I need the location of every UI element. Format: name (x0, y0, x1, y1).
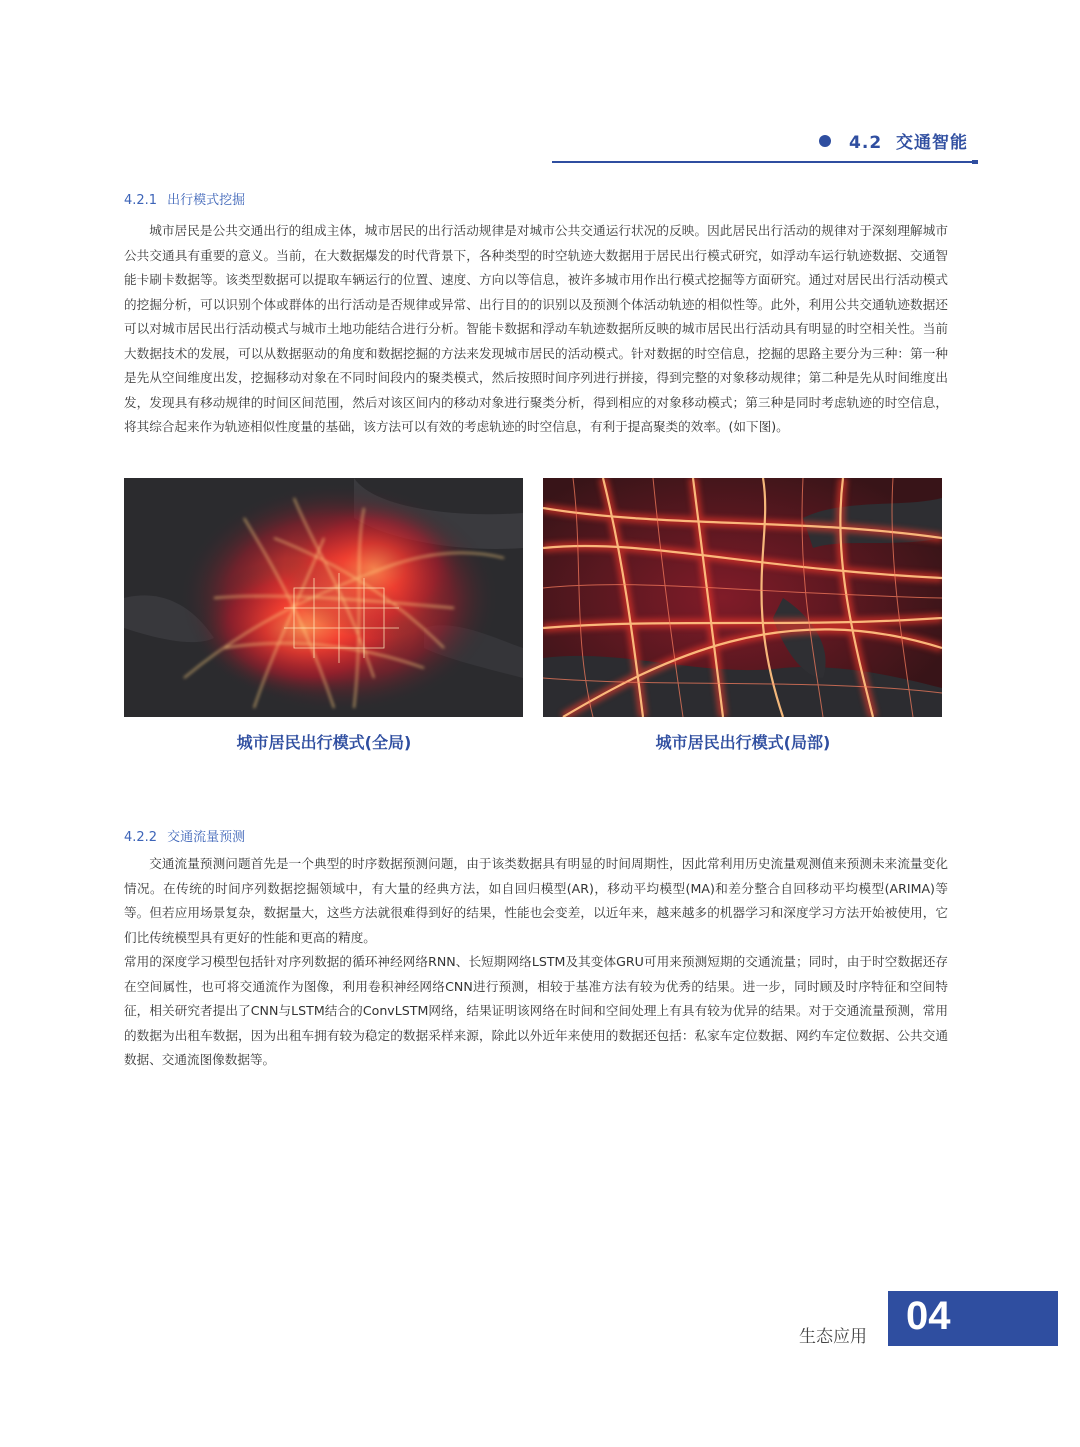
footer-chapter-label: 生态应用 (799, 1327, 867, 1347)
figure-caption-local: 城市居民出行模式(局部) (655, 733, 831, 752)
figure-heatmap-global (124, 478, 523, 717)
section1-paragraph: 城市居民是公共交通出行的组成主体，城市居民的出行活动规律是对城市公共交通运行状况的反映。因此居民出行活动的规律对于深刻理解城市公共交通具有重要的意义。当前，在大数据爆发的时代背景下，各种类型的时空轨迹大数据用于居民出行模式研究，如浮动车运行轨迹数据、交通智能卡刷卡数据等。该类型数据可以提取车辆运行的位置、速度、方向以等信息，被许多城市用作出行模式挖掘等方面研究。通过对居民出行活动模式的挖掘分析，可以识别个体或群体的出行活动是否规律或异常、出行目的的识别以及预测个体活动轨迹的相似性等。此外，利用公共交通轨迹数据还可以对城市居民出行活动模式与城市土地功能结合进行分析。智能卡数据和浮动车轨迹数据所反映的城市居民出行活动具有明显的时空相关性。当前大数据技术的发展，可以从数据驱动的角度和数据挖掘的方法来发现城市居民的活动模式。针对数据的时空信息，挖掘的思路主要分为三种：第一种是先从空间维度出发，挖掘移动对象在不同时间段内的聚类模式，然后按照时间序列进行拼接，得到完整的对象移动规律；第二种是先从时间维度出发，发现具有移动规律的时间区间范围，然后对该区间内的移动对象进行聚类分析，得到相应的对象移动模式；第三种是同时考虑轨迹的时空信息，将其综合起来作为轨迹相似性度量的基础，该方法可以有效的考虑轨迹的时空信息，有利于提高聚类的效率。(如下图)。 (124, 223, 948, 434)
footer-page-box (888, 1291, 1058, 1346)
chapter-header (819, 128, 968, 153)
chapter-title: 4.2 交通智能 (849, 133, 968, 153)
header-divider (552, 161, 976, 163)
section-heading-4-2-1: 4.2.1 出行模式挖掘 (124, 193, 246, 208)
section-heading-4-2-2: 4.2.2 交通流量预测 (124, 830, 246, 845)
bullet-dot-icon (819, 135, 831, 147)
page-number: 04 (906, 1294, 951, 1338)
section2-paragraph-1: 交通流量预测问题首先是一个典型的时序数据预测问题，由于该类数据具有明显的时间周期性，因此常利用历史流量观测值来预测未来流量变化情况。在传统的时间序列数据挖掘领域中，有大量的经典方法，如自回归模型(AR)，移动平均模型(MA)和差分整合自回移动平均模型(ARIMA)等等。但若应用场景复杂，数据量大，这些方法就很难得到好的结果，性能也会变差，以近年来，越来越多的机器学习和深度学习方法开始被使用，它们比传统模型具有更好的性能和更高的精度。 (124, 856, 948, 945)
section2-paragraph-2: 常用的深度学习模型包括针对序列数据的循环神经网络RNN、长短期网络LSTM及其变体GRU可用来预测短期的交通流量；同时，由于时空数据还存在空间属性，也可将交通流作为图像，利用卷积神经网络CNN进行预测，相较于基准方法有较为优秀的结果。进一步，同时顾及时序特征和空间特征，相关研究者提出了CNN与LSTM结合的ConvLSTM网络，结果证明该网络在时间和空间处理上有具有较为优异的结果。对于交通流量预测，常用的数据为出租车数据，因为出租车拥有较为稳定的数据采样来源，除此以外近年来使用的数据还包括：私家车定位数据、网约车定位数据、公共交通数据、交通流图像数据等。 (124, 954, 948, 1067)
figure-heatmap-local (543, 478, 942, 717)
figure-caption-global: 城市居民出行模式(全局) (236, 733, 412, 752)
